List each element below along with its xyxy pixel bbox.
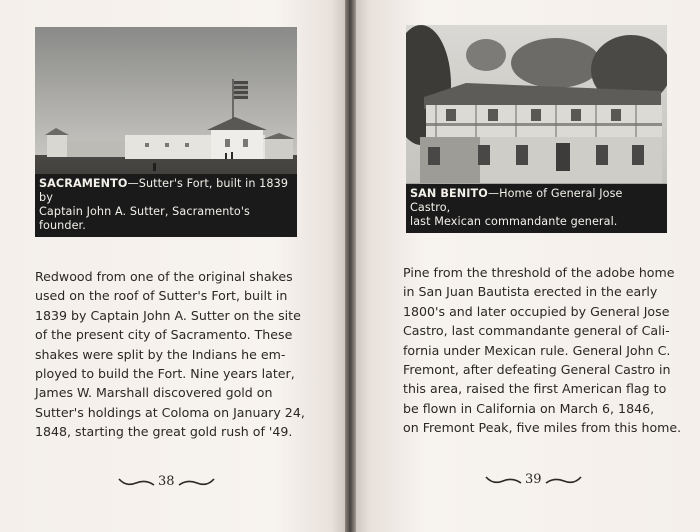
book-gutter [345,0,356,532]
left-photo-caption [35,174,297,237]
caption-line2: last Mexican commandante general. [410,215,618,228]
left-page [0,0,345,532]
right-page [356,0,700,532]
right-photo-caption [406,184,667,233]
right-page-number [485,472,582,487]
text-line: of the present city of Sacramento. These [35,327,293,343]
sutters-fort-photo [35,27,297,237]
text-line: James W. Marshall discovered gold on [35,385,273,401]
caption-line2: Captain John A. Sutter, Sacramento's founder. [39,205,250,232]
text-line: 1848, starting the great gold rush of '49. [35,424,293,440]
text-line: fornia under Mexican rule. General John C. [403,342,671,358]
text-line: this area, raised the first American flag to [403,381,667,397]
right-flourish-icon [177,475,215,489]
text-line: Sutter's holdings at Coloma on January 24, [35,404,305,420]
page-number-right: 39 [525,472,542,487]
left-flourish-icon [118,475,156,489]
caption-line1: —Home of General Jose Castro, [410,187,623,214]
text-line: Fremont, after defeating General Castro in [403,362,671,378]
caption-place: SACRAMENTO [39,177,128,190]
page-number-left: 38 [158,474,175,489]
left-flourish-icon [485,473,523,487]
text-line: used on the roof of Sutter's Fort, built in [35,288,288,304]
text-line: Pine from the threshold of the adobe home [403,265,675,280]
caption-place: SAN BENITO [410,187,488,200]
castro-house-photo [406,25,667,233]
right-body-text [403,263,693,438]
text-line: Redwood from one of the original shakes [35,269,293,284]
left-page-number [118,474,215,489]
caption-line1: —Sutter's Fort, built in 1839 by [39,177,289,204]
text-line: in San Juan Bautista erected in the early [403,284,658,300]
text-line: ployed to build the Fort. Nine years later, [35,366,295,382]
right-flourish-icon [544,473,582,487]
text-line: Castro, last commandante general of Cali- [403,323,670,339]
text-line: 1839 by Captain John A. Sutter on the site [35,307,301,323]
text-line: on Fremont Peak, five miles from this home. [403,420,682,436]
text-line: 1800's and later occupied by General Jose [403,303,670,319]
left-body-text [35,267,305,442]
text-line: be flown in California on March 6, 1846, [403,400,655,416]
text-line: shakes were split by the Indians he em- [35,346,286,362]
